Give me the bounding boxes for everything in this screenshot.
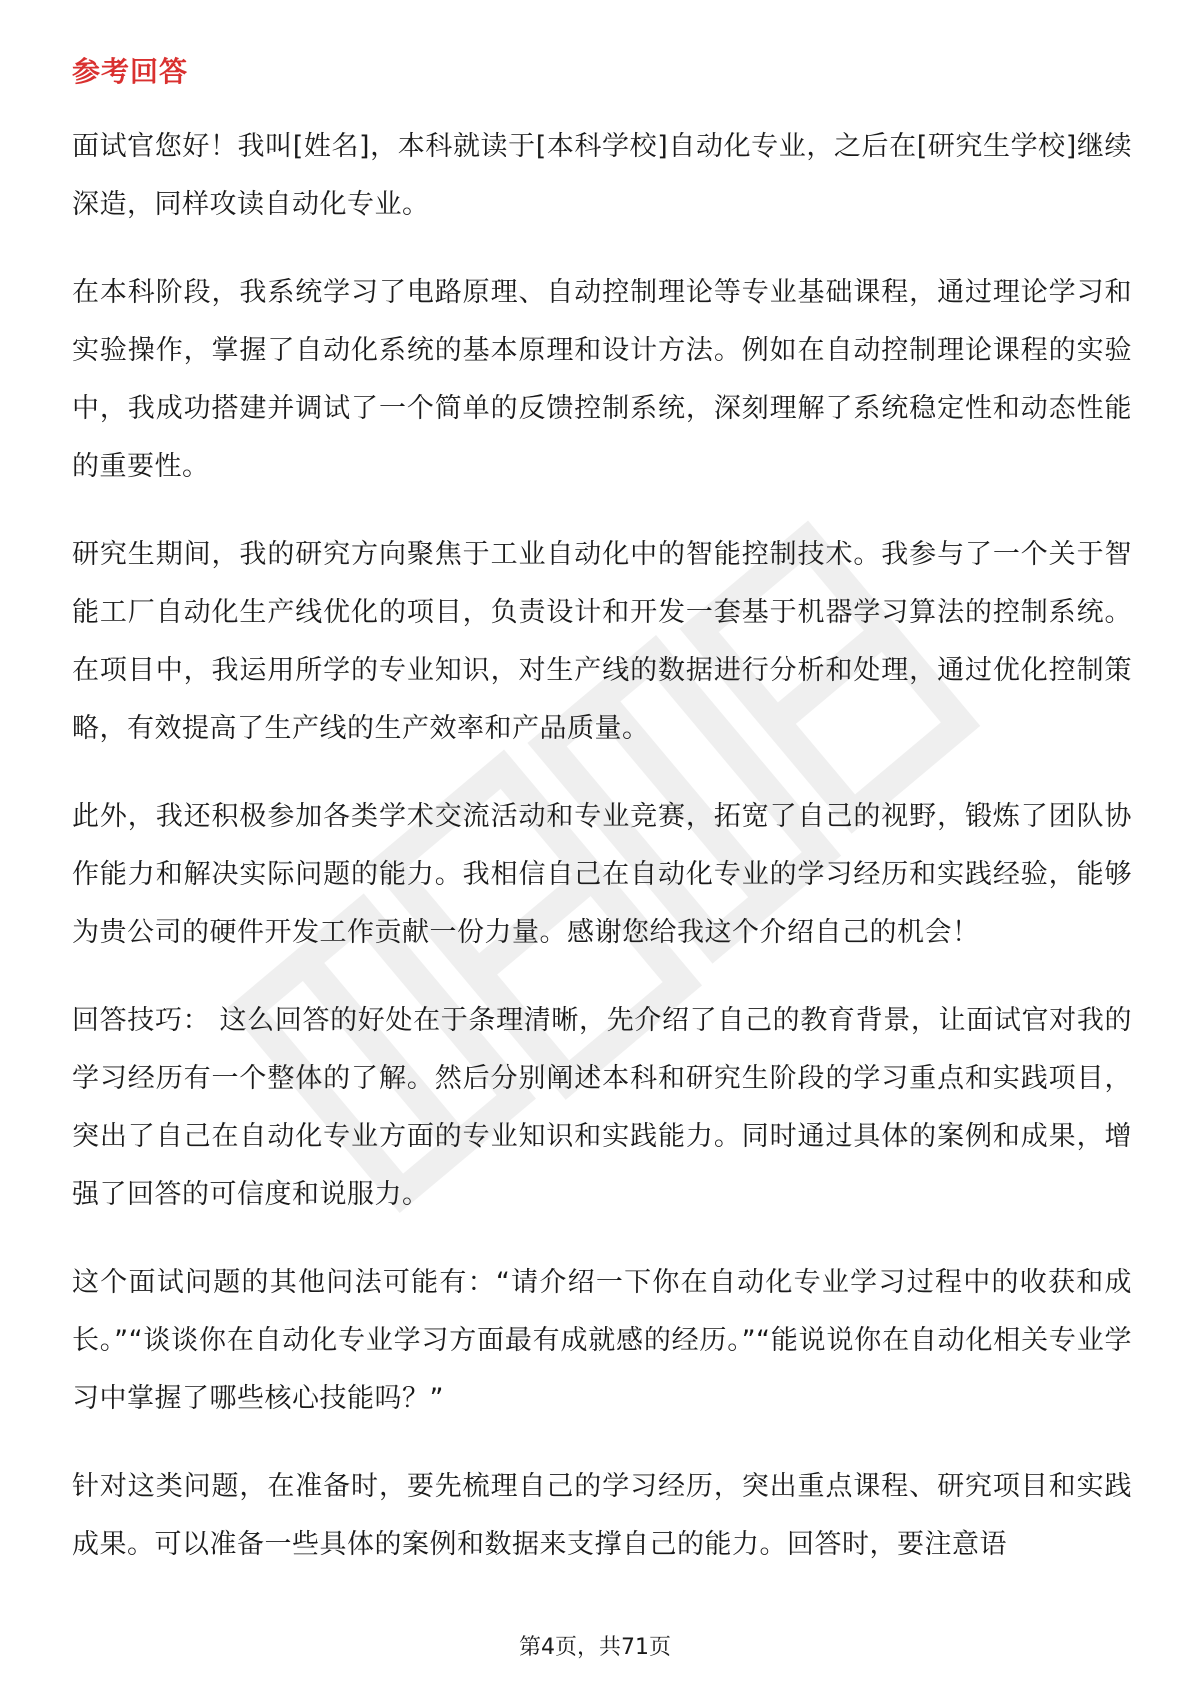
paragraph-extracurricular: 此外，我还积极参加各类学术交流活动和专业竞赛，拓宽了自己的视野，锻炼了团队协作能力和解决实际问题的能力。我相信自己在自动化专业的学习经历和实践经验，能够为贵公司的硬件开发工作贡献一份力量。感谢您给我这个介绍自己的机会！ — [72, 801, 1132, 948]
page-number: 第4页，共71页 — [519, 1635, 671, 1660]
paragraph-answer-tips: 回答技巧： 这么回答的好处在于条理清晰，先介绍了自己的教育背景，让面试官对我的学习经历有一个整体的了解。然后分别阐述本科和研究生阶段的学习重点和实践项目，突出了自己在自动化专业方面的专业知识和实践能力。同时通过具体的案例和成果，增强了回答的可信度和说服力。 — [72, 1005, 1132, 1210]
section-heading: 参考回答 — [72, 55, 189, 88]
paragraph-undergraduate: 在本科阶段，我系统学习了电路原理、自动控制理论等专业基础课程，通过理论学习和实验操作，掌握了自动化系统的基本原理和设计方法。例如在自动控制理论课程的实验中，我成功搭建并调试了一个简单的反馈控制系统，深刻理解了系统稳定性和动态性能的重要性。 — [72, 277, 1132, 482]
answer-body — [72, 118, 1132, 1604]
paragraph-preparation-advice: 针对这类问题，在准备时，要先梳理自己的学习经历，突出重点课程、研究项目和实践成果。可以准备一些具体的案例和数据来支撑自己的能力。回答时，要注意语 — [72, 1471, 1132, 1560]
paragraph-intro: 面试官您好！我叫[姓名]，本科就读于[本科学校]自动化专业，之后在[研究生学校]继续深造，同样攻读自动化专业。 — [72, 131, 1132, 220]
paragraph-graduate: 研究生期间，我的研究方向聚焦于工业自动化中的智能控制技术。我参与了一个关于智能工厂自动化生产线优化的项目，负责设计和开发一套基于机器学习算法的控制系统。在项目中，我运用所学的专业知识，对生产线的数据进行分析和处理，通过优化控制策略，有效提高了生产线的生产效率和产品质量。 — [72, 539, 1132, 744]
paragraph-alternative-questions: 这个面试问题的其他问法可能有：“请介绍一下你在自动化专业学习过程中的收获和成长。”“谈谈你在自动化专业学习方面最有成就感的经历。”“能说说你在自动化相关专业学习中掌握了哪些核心技能吗？” — [72, 1267, 1132, 1414]
